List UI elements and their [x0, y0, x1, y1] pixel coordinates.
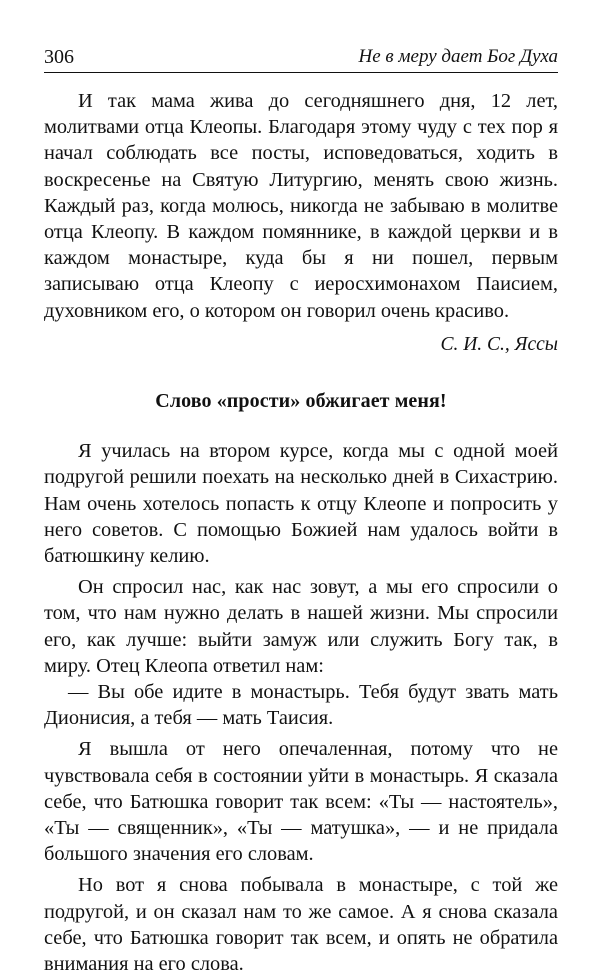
body-paragraph: Он спросил нас, как нас зовут, а мы его спросили о том, что нам нужно делать в нашей жизни. Мы спросили его, как лучше: выйти замуж или служить Богу так, в миру. Отец Клеопа ответил нам:: [44, 576, 558, 677]
section-title: Слово «прости» обжигает меня!: [155, 390, 447, 413]
story-attribution: С. И. С., Яссы: [440, 333, 558, 355]
page-number: 306: [44, 46, 74, 68]
body-paragraph: Но вот я снова побывала в монастыре, с той же подругой, и он сказал нам то же самое. А я снова сказала себе, что Батюшка говорит так всем, и опять не обратила внимания на его слова.: [44, 874, 558, 976]
dialog-line: — Вы обе идите в монастырь. Тебя будут звать мать Дионисия, а тебя — мать Таисия.: [44, 681, 558, 730]
body-paragraph: Я вышла от него опечаленная, потому что не чувствовала себя в состоянии уйти в монастырь. Я сказала себе, что Батюшка говорит так всем: «Ты — настоятель», «Ты — священник», «Ты — матушка», — и не придала большого значения его словам.: [44, 738, 558, 866]
story-paragraph: И так мама жива до сегодняшнего дня, 12 лет, молитвами отца Клеопы. Благодаря этому чуду с тех пор я начал соблюдать все посты, исповедоваться, ходить в воскресенье на Святую Литургию, менять свою жизнь. Каждый раз, когда молюсь, никогда не забываю в молитве отца Клеопу. В каждом помяннике, в каждой церкви и в каждом монастыре, куда бы я ни пошел, первым записываю отца Клеопу с иеросхимонахом Паисием, духовником его, о котором он говорил очень красиво.: [44, 90, 558, 322]
book-title: Не в меру дает Бог Духа: [358, 46, 558, 67]
page-body: [44, 88, 558, 977]
body-paragraph: Я училась на втором курсе, когда мы с одной моей подругой решили поехать на несколько дней в Сихастрию. Нам очень хотелось попасть к отцу Клеопе и попросить у него советов. С помощью Божией нам удалось войти в батюшкину келию.: [44, 440, 558, 568]
running-header: [44, 42, 558, 73]
